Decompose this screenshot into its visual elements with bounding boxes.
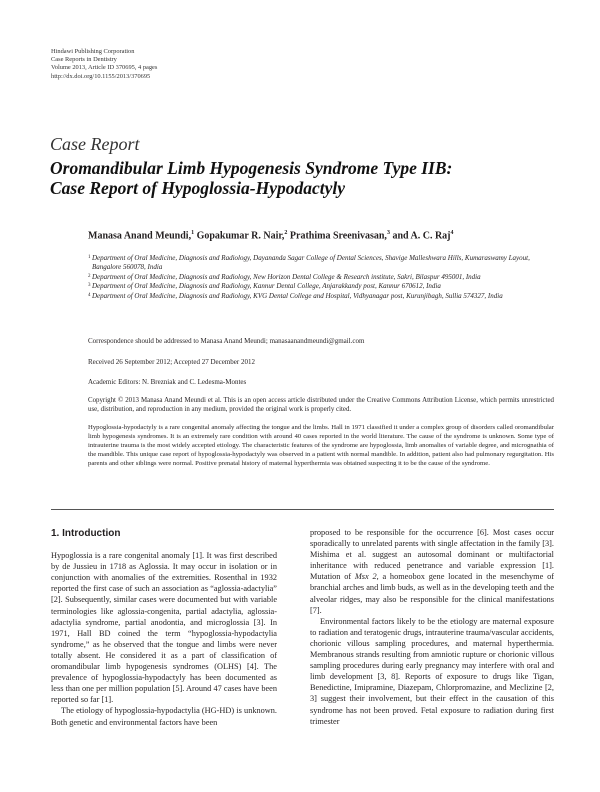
gene-name: Msx 2 [354, 572, 377, 582]
affiliation-number: 1 [88, 255, 91, 260]
author-affil-marker: 3 [386, 230, 390, 236]
author-name: Manasa Anand Meundi, [88, 230, 192, 242]
author-name: Gopakumar R. Nair, [196, 230, 285, 242]
body-paragraph [310, 527, 554, 616]
affiliation [88, 254, 558, 273]
article-type: Case Report [50, 134, 140, 154]
affiliation [88, 292, 558, 301]
article-title [50, 158, 550, 198]
affiliation-text: Department of Oral Medicine, Diagnosis and Radiology, Dayananda Sagar College of Dental Sciences, Shavige Malleshwara Hills, Kumaraswamy Layout, Bangalore 560078, India [92, 254, 530, 272]
affiliation [88, 273, 558, 282]
body-paragraph: Environmental factors likely to be the etiology are maternal exposure to radiation and teratogenic drugs, intrauterine trauma/vascular accidents, chorionic villous sampling procedures, and maternal hyperthermia. Membranous strands resulting from amniotic rupture or chorionic villous sampling procedures during early pregnancy may interfere with oral and limb development [3, 8]. Reports of exposure to drugs like Tigan, Benedictine, Imipramine, Diazepam, Chlorpromazine, and Meclizine [2, 3] suggest their involvement, but their effect in the causation of this syndrome has not been proved. Fetal exposure to radiation during first trimester [310, 616, 554, 726]
paragraph-text: , a homeobox gene located in the mesenchyme of branchial arches and limb buds, as well as in the developing teeth and the alveolar ridges, may also be responsible for the clinical manifestations [7]. [310, 572, 554, 615]
section-heading: 1. Introduction [51, 528, 121, 539]
title-line-1: Oromandibular Limb Hypogenesis Syndrome Type IIB: [50, 158, 453, 178]
affiliation-list [88, 254, 558, 301]
affiliation-number: 3 [88, 283, 91, 289]
author-affil-marker: 1 [191, 230, 195, 236]
abstract: Hypoglossia-hypodactyly is a rare congenital anomaly affecting the tongue and the limbs. Hall in 1971 classified it under a complex group of disorders called oromandibular limb hypogenesis syndromes. It is an extremely rare condition with around 40 cases reported in the world literature. The cause of the syndrome is unknown. Some type of intrauterine trauma is the most widely accepted etiology. The characteristic features of the syndrome are hypoglossia, limb anomalies of variable degree, and micrognathia of the mandible. This unique case report of hypoglossia-hypodactyly was observed in a patient with normal mandible. In addition, patient also had pulmonary regurgitation. His parents and other siblings were normal. Positive prenatal history of maternal hyperthermia was obtained suspecting it to be the cause of the syndrome. [88, 424, 554, 467]
paragraph-text: proposed to be responsible for the occurrence [6]. Most cases occur sporadically to unrelated parents with single affectation in the family [3]. Mishima et al. suggest an autosomal dominant or multifactorial inheritance with reduced penetrance and variable expression [1]. Mutation of [310, 528, 554, 582]
affiliation-text: Department of Oral Medicine, Diagnosis and Radiology, KVG Dental College and Hospital, Vidhyanagar post, Kurunjibagh, Sullia 574327, India [92, 291, 503, 300]
journal-meta [51, 48, 157, 81]
publisher-name: Hindawi Publishing Corporation [51, 48, 135, 55]
affiliation-number: 2 [88, 273, 91, 279]
affiliation-text: Department of Oral Medicine, Diagnosis and Radiology, Kannur Dental College, Anjarakkandy post, Kannur 670612, India [92, 282, 441, 291]
copyright-notice: Copyright © 2013 Manasa Anand Meundi et al. This is an open access article distributed under the Creative Commons Attribution License, which permits unrestricted use, distribution, and reproduction in any medium, provided the original work is properly cited. [88, 397, 554, 414]
dates-line: Received 26 September 2012; Accepted 27 December 2012 [88, 358, 255, 366]
affiliation-number: 4 [88, 292, 91, 298]
editors-line: Academic Editors: N. Brezniak and C. Ledesma-Montes [88, 378, 247, 386]
author-name: Prathima Sreenivasan, [289, 230, 387, 242]
title-line-2: Case Report of Hypoglossia-Hypodactyly [50, 178, 346, 198]
body-paragraph: Hypoglossia is a rare congenital anomaly [1]. It was first described by de Jussieu in 1718 as Aglossia. It may occur in isolation or in conjunction with anomalies of the extremities. Rosenthal in 1932 reported the first case of such an association as “aglossia-adactylia” [2]. Subsequently, similar cases were documented but with variable terminologies like aglossia-congenita, partial adactylia, aglossia-adactylia syndrome, partial anodontia, and microglossia [3]. In 1971, Hall BD coined the term “hypoglossia-hypodactylia syndrome,” as he observed that the tongue and limbs were never totally absent. He considered it as a part of classification of oromandibular limb hypogenesis syndromes (OLHS) [4]. The prevalence of hypoglossia-hypodactyly has been documented as less than one per million population [5]. Around 47 cases have been reported so far [1]. [51, 551, 277, 705]
right-column [310, 527, 554, 727]
section-divider [51, 509, 554, 510]
volume-info: Volume 2013, Article ID 370695, 4 pages [51, 64, 158, 72]
affiliation-text: Department of Oral Medicine, Diagnosis and Radiology, New Horizon Dental College & Research institute, Sakri, Bilaspur 495001, India [92, 272, 481, 281]
doi-link[interactable]: http://dx.doi.org/10.1155/2013/370695 [51, 72, 151, 80]
affiliation [88, 282, 558, 291]
author-list [88, 230, 454, 241]
journal-name: Case Reports in Dentistry [51, 56, 117, 64]
left-column [51, 528, 277, 728]
author-affil-marker: 4 [450, 230, 454, 236]
author-name: and A. C. Raj [392, 230, 451, 242]
author-affil-marker: 2 [284, 230, 288, 236]
body-paragraph: The etiology of hypoglossia-hypodactylia (HG-HD) is unknown. Both genetic and environmental factors have been [51, 706, 277, 727]
correspondence-line: Correspondence should be addressed to Manasa Anand Meundi; manasaanandmeundi@gmail.com [88, 337, 365, 345]
